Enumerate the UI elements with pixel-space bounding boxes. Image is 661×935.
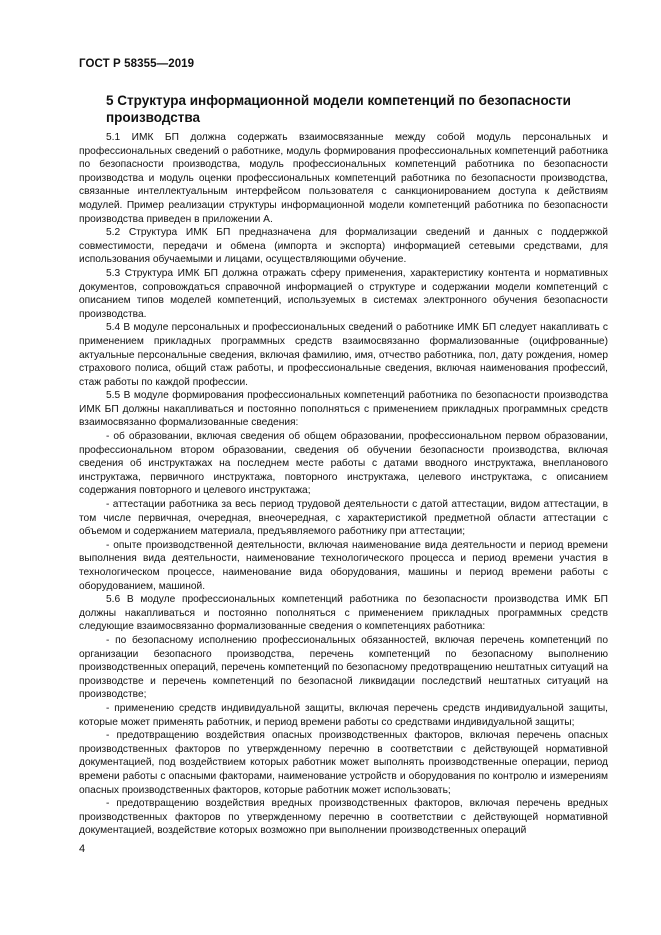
page-number: 4 [79, 843, 86, 855]
list-item-hazardous-factors: - предотвращению воздействия опасных производственных факторов, включая перечень опасных производственных факторов по утвержденному перечню в соответствии с действующей нормативной документацией, под воздействием которых работник может выполнять производственные операции, период времени работы с опасными факторами, наименование устройств и оборудования по контролю и измерениям опасных производственных факторов, которые работник может использовать; [79, 730, 608, 796]
list-item-attestation: - аттестации работника за весь период трудовой деятельности с датой аттестации, видом аттестации, в том числе первичная, очередная, внеочередная, с характеристикой предметной области аттестации с объемом и содержанием материала, предъявляемого работнику при аттестации; [79, 499, 608, 538]
list-item-ppe: - применению средств индивидуальной защиты, включая перечень средств индивидуальной защиты, которые может применять работник, и период времени работы со средствами индивидуальной защиты; [79, 702, 608, 728]
paragraph-5-4: 5.4 В модуле персональных и профессиональных сведений о работнике ИМК БП следует накапливать с применением прикладных программных средств взаимосвязанно формализованные (оцифрованные) актуальные персональные сведения, включая фамилию, имя, отчество работника, пол, дату рождения, номер страхового полиса, общий стаж работы, и профессиональные сведения, включая наименования профессий, стаж работы по каждой профессии. [79, 322, 608, 388]
list-item-duties: - по безопасному исполнению профессиональных обязанностей, включая перечень компетенций по организации безопасного производства, перечень компетенций по безопасному выполнению производственных операций, перечень компетенций по безопасному предотвращению нештатных ситуаций на производстве и перечень компетенций по безопасной ликвидации последствий нештатных ситуаций на производстве; [79, 634, 608, 701]
list-item-experience: - опыте производственной деятельности, включая наименование вида деятельности и период времени выполнения вида деятельности, наименование технологического процесса и период времени участия в технологическом процессе, наименование вида оборудования, машины и период времени работы с оборудованием, машиной. [79, 539, 608, 592]
list-item-education: - об образовании, включая сведения об общем образовании, профессиональном первом образовании, профессиональном втором образовании, сведения об обучении безопасности производства, включая сведения об инструктажах на последнем месте работы с датами вводного инструктажа, внепланового инструктажа, первичного инструктажа, повторного инструктажа, целевого инструктажа, с описанием содержания повторного и целевого инструктажа; [79, 431, 608, 497]
section-title: 5 Структура информационной модели компетенций по безопасности производства [106, 93, 571, 125]
paragraph-5-2: 5.2 Структура ИМК БП предназначена для формализации сведений и данных с поддержкой совместимости, передачи и обмена (импорта и экспорта) информацией сетевыми средствами, для использования обучаемыми и лицами, осуществляющими обучение. [79, 227, 608, 266]
list-item-harmful-factors: - предотвращению воздействия вредных производственных факторов, включая перечень вредных производственных факторов по утвержденному перечню в соответствии с действующей нормативной документацией, воздействие которых возможно при выполнении производственных операций [79, 798, 608, 837]
standard-header: ГОСТ Р 58355—2019 [79, 58, 195, 70]
body-text [79, 131, 608, 838]
paragraph-5-1: 5.1 ИМК БП должна содержать взаимосвязанные между собой модуль персональных и профессиональных сведений о работнике, модуль формирования профессиональных компетенций работника по безопасности производства, модуль профессиональных компетенций работника по безопасности производства и модуль оценки профессиональных компетенций работника по безопасности производства, связанные интеллектуальным интерфейсом пользователя с санкционированием доступа к действиям модулей. Пример реализации структуры информационной модели компетенций работника по безопасности производства приведен в приложении А. [79, 132, 608, 225]
paragraph-5-5: 5.5 В модуле формирования профессиональных компетенций работника по безопасности производства ИМК БП должны накапливаться и постоянно пополняться с применением прикладных программных средств взаимосвязанно формализованные сведения: [79, 390, 608, 429]
paragraph-5-6: 5.6 В модуле профессиональных компетенций работника по безопасности производства ИМК БП должны накапливаться и постоянно пополняться с применением прикладных программных средств следующие взаимосвязанно формализованные сведения о компетенциях работника: [79, 594, 608, 633]
paragraph-5-3: 5.3 Структура ИМК БП должна отражать сферу применения, характеристику контента и нормативных документов, сопровождаться справочной информацией о структуре и содержании модели компетенций с описанием типов моделей компетенций, используемых в системах электронного обучения безопасности производства. [79, 267, 608, 320]
